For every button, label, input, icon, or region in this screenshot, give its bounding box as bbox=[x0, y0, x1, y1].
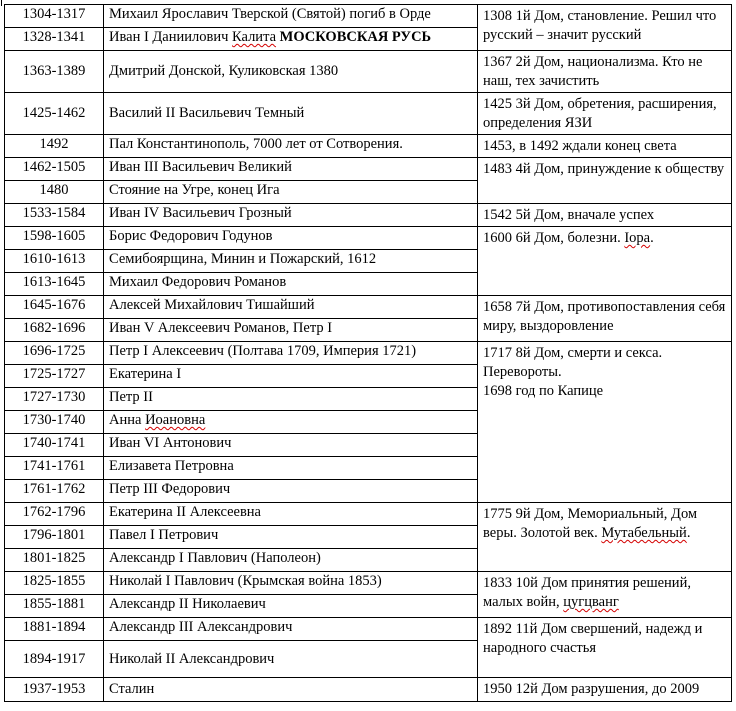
ruler-patronymic: Иоановна bbox=[145, 412, 206, 428]
dates-cell: 1480 bbox=[5, 181, 104, 204]
table-row bbox=[5, 158, 732, 181]
note-cell bbox=[478, 503, 732, 572]
table-row bbox=[5, 93, 732, 135]
ruler-cell: Иван V Алексеевич Романов, Петр I bbox=[104, 319, 478, 342]
note-cell: 1892 11й Дом свершений, надежд и народного счастья bbox=[478, 618, 732, 678]
rulers-table bbox=[4, 4, 732, 702]
ruler-cell: Николай I Павлович (Крымская война 1853) bbox=[104, 572, 478, 595]
ruler-cell: Пал Константинополь, 7000 лет от Сотворения. bbox=[104, 135, 478, 158]
dates-cell: 1533-1584 bbox=[5, 204, 104, 227]
ruler-cell bbox=[104, 411, 478, 434]
dates-cell: 1492 bbox=[5, 135, 104, 158]
note-misspelled-word: Іора bbox=[624, 230, 651, 246]
dates-cell: 1645-1676 bbox=[5, 296, 104, 319]
table-row bbox=[5, 296, 732, 319]
ruler-cell bbox=[104, 28, 478, 51]
ruler-cell: Павел I Петрович bbox=[104, 526, 478, 549]
ruler-cell: Сталин bbox=[104, 678, 478, 702]
dates-cell: 1610-1613 bbox=[5, 250, 104, 273]
note-text: 1775 9й Дом, Мемориальный, Дом веры. Золотой век. bbox=[483, 506, 698, 541]
ruler-cell: Борис Федорович Годунов bbox=[104, 227, 478, 250]
ruler-nickname: Калита bbox=[232, 29, 277, 45]
dates-cell: 1696-1725 bbox=[5, 342, 104, 365]
table-row bbox=[5, 572, 732, 595]
dates-cell: 1741-1761 bbox=[5, 457, 104, 480]
table-row bbox=[5, 342, 732, 365]
dates-cell: 1682-1696 bbox=[5, 319, 104, 342]
dates-cell: 1762-1796 bbox=[5, 503, 104, 526]
dates-cell: 1740-1741 bbox=[5, 434, 104, 457]
dates-cell: 1328-1341 bbox=[5, 28, 104, 51]
table-row bbox=[5, 135, 732, 158]
dates-cell: 1727-1730 bbox=[5, 388, 104, 411]
ruler-cell: Петр II bbox=[104, 388, 478, 411]
ruler-cell: Иван IV Васильевич Грозный bbox=[104, 204, 478, 227]
note-cell: 1483 4й Дом, принуждение к обществу bbox=[478, 158, 732, 204]
ruler-name: Анна bbox=[109, 412, 146, 428]
dates-cell: 1825-1855 bbox=[5, 572, 104, 595]
dates-cell: 1725-1727 bbox=[5, 365, 104, 388]
note-line: 1698 год по Капице bbox=[483, 383, 604, 399]
dates-cell: 1937-1953 bbox=[5, 678, 104, 702]
dates-cell: 1796-1801 bbox=[5, 526, 104, 549]
dates-cell: 1801-1825 bbox=[5, 549, 104, 572]
note-cell bbox=[478, 227, 732, 296]
table-row bbox=[5, 51, 732, 93]
dates-cell: 1363-1389 bbox=[5, 51, 104, 93]
note-text: . bbox=[686, 525, 691, 541]
table-row bbox=[5, 678, 732, 702]
ruler-cell: Екатерина I bbox=[104, 365, 478, 388]
ruler-cell: Василий II Васильевич Темный bbox=[104, 93, 478, 135]
ruler-cell: Екатерина II Алексеевна bbox=[104, 503, 478, 526]
ruler-cell: Стояние на Угре, конец Ига bbox=[104, 181, 478, 204]
dates-cell: 1730-1740 bbox=[5, 411, 104, 434]
table-row bbox=[5, 503, 732, 526]
note-cell bbox=[478, 572, 732, 618]
dates-cell: 1613-1645 bbox=[5, 273, 104, 296]
dates-cell: 1304-1317 bbox=[5, 5, 104, 28]
document-page bbox=[4, 4, 732, 702]
note-text: 1833 10й Дом принятия решений, малых войн, bbox=[483, 575, 691, 610]
ruler-cell: Алексей Михайлович Тишайший bbox=[104, 296, 478, 319]
note-cell: 1425 3й Дом, обретения, расширения, определения ЯЗИ bbox=[478, 93, 732, 135]
note-cell: 1542 5й Дом, вначале успех bbox=[478, 204, 732, 227]
note-text: 1600 6й Дом, болезни. bbox=[483, 230, 625, 246]
ruler-cell: Александр III Александрович bbox=[104, 618, 478, 641]
dates-cell: 1462-1505 bbox=[5, 158, 104, 181]
note-cell: 1658 7й Дом, противопоставления себя миру, выздоровление bbox=[478, 296, 732, 342]
ruler-cell: Семибоярщина, Минин и Пожарский, 1612 bbox=[104, 250, 478, 273]
era-label: МОСКОВСКАЯ РУСЬ bbox=[276, 29, 432, 45]
ruler-cell: Михаил Федорович Романов bbox=[104, 273, 478, 296]
note-cell: 1950 12й Дом разрушения, до 2009 bbox=[478, 678, 732, 702]
ruler-cell: Дмитрий Донской, Куликовская 1380 bbox=[104, 51, 478, 93]
table-row bbox=[5, 204, 732, 227]
note-misspelled-word: цугцванг bbox=[563, 594, 619, 610]
ruler-cell: Михаил Ярославич Тверской (Святой) погиб в Орде bbox=[104, 5, 478, 28]
table-row bbox=[5, 5, 732, 28]
table-row bbox=[5, 227, 732, 250]
note-text: . bbox=[650, 230, 654, 246]
ruler-cell: Петр I Алексеевич (Полтава 1709, Империя 1721) bbox=[104, 342, 478, 365]
dates-cell: 1425-1462 bbox=[5, 93, 104, 135]
ruler-cell: Александр I Павлович (Наполеон) bbox=[104, 549, 478, 572]
table-row bbox=[5, 618, 732, 641]
note-cell bbox=[478, 342, 732, 503]
ruler-cell: Николай II Александрович bbox=[104, 641, 478, 678]
ruler-cell: Александр II Николаевич bbox=[104, 595, 478, 618]
ruler-cell: Елизавета Петровна bbox=[104, 457, 478, 480]
dates-cell: 1761-1762 bbox=[5, 480, 104, 503]
dates-cell: 1598-1605 bbox=[5, 227, 104, 250]
dates-cell: 1894-1917 bbox=[5, 641, 104, 678]
note-cell: 1367 2й Дом, национализма. Кто не наш, тех зачистить bbox=[478, 51, 732, 93]
note-line: 1717 8й Дом, смерти и секса. Перевороты. bbox=[483, 345, 663, 380]
ruler-cell: Петр III Федорович bbox=[104, 480, 478, 503]
note-cell: 1308 1й Дом, становление. Решил что русский – значит русский bbox=[478, 5, 732, 51]
ruler-cell: Иван VI Антонович bbox=[104, 434, 478, 457]
ruler-name: Иван I Даниилович bbox=[109, 29, 233, 45]
text-cursor-mark bbox=[1, 0, 2, 6]
note-cell: 1453, в 1492 ждали конец света bbox=[478, 135, 732, 158]
note-misspelled-word: Мутабельный bbox=[601, 525, 687, 541]
dates-cell: 1881-1894 bbox=[5, 618, 104, 641]
dates-cell: 1855-1881 bbox=[5, 595, 104, 618]
ruler-cell: Иван III Васильевич Великий bbox=[104, 158, 478, 181]
